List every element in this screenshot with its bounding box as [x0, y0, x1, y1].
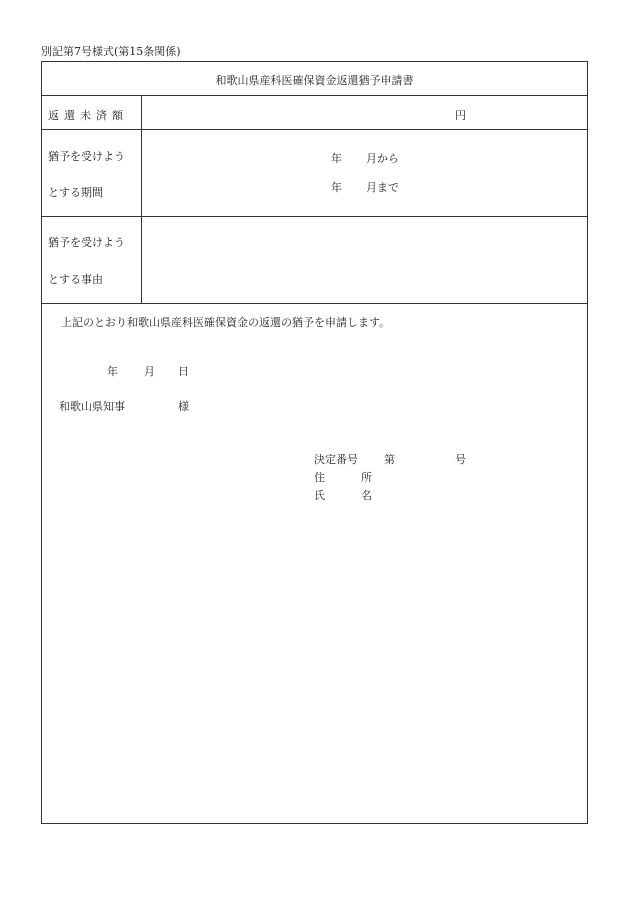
reason-row-divider	[42, 303, 587, 304]
title-divider	[42, 95, 587, 96]
period-to-year: 年	[331, 181, 342, 194]
name-label-char1: 氏	[314, 489, 325, 502]
application-form	[41, 61, 588, 824]
period-from-year: 年	[331, 152, 342, 165]
reason-label-line2: とする事由	[48, 273, 103, 286]
form-title: 和歌山県産科医確保資金返還猶予申請書	[215, 74, 414, 87]
unpaid-amount-unit: 円	[455, 109, 466, 122]
reason-label-line1: 猶予を受けよう	[48, 236, 125, 249]
date-day: 日	[178, 365, 189, 378]
period-label-line1: 猶予を受けよう	[48, 150, 125, 163]
period-from-month: 月から	[366, 152, 399, 165]
form-number: 別記第7号様式(第15条関係)	[41, 45, 181, 58]
date-year: 年	[107, 365, 118, 378]
period-label-line2: とする期間	[48, 186, 103, 199]
address-label-char2: 所	[361, 471, 372, 484]
decision-number-label: 決定番号	[314, 453, 358, 466]
decision-number-prefix: 第	[384, 453, 395, 466]
date-month: 月	[144, 365, 155, 378]
name-label-char2: 名	[361, 489, 372, 502]
addressee-name: 和歌山県知事	[59, 400, 125, 413]
application-statement: 上記のとおり和歌山県産科医確保資金の返還の猶予を申請します。	[61, 316, 391, 329]
addressee-honorific: 様	[178, 400, 189, 413]
unpaid-row-divider	[42, 129, 587, 130]
unpaid-amount-label: 返還未済額	[48, 109, 128, 122]
period-row-divider	[42, 216, 587, 217]
address-label-char1: 住	[314, 471, 325, 484]
label-column-divider	[141, 95, 142, 303]
period-to-month: 月まで	[366, 181, 399, 194]
decision-number-suffix: 号	[455, 453, 466, 466]
